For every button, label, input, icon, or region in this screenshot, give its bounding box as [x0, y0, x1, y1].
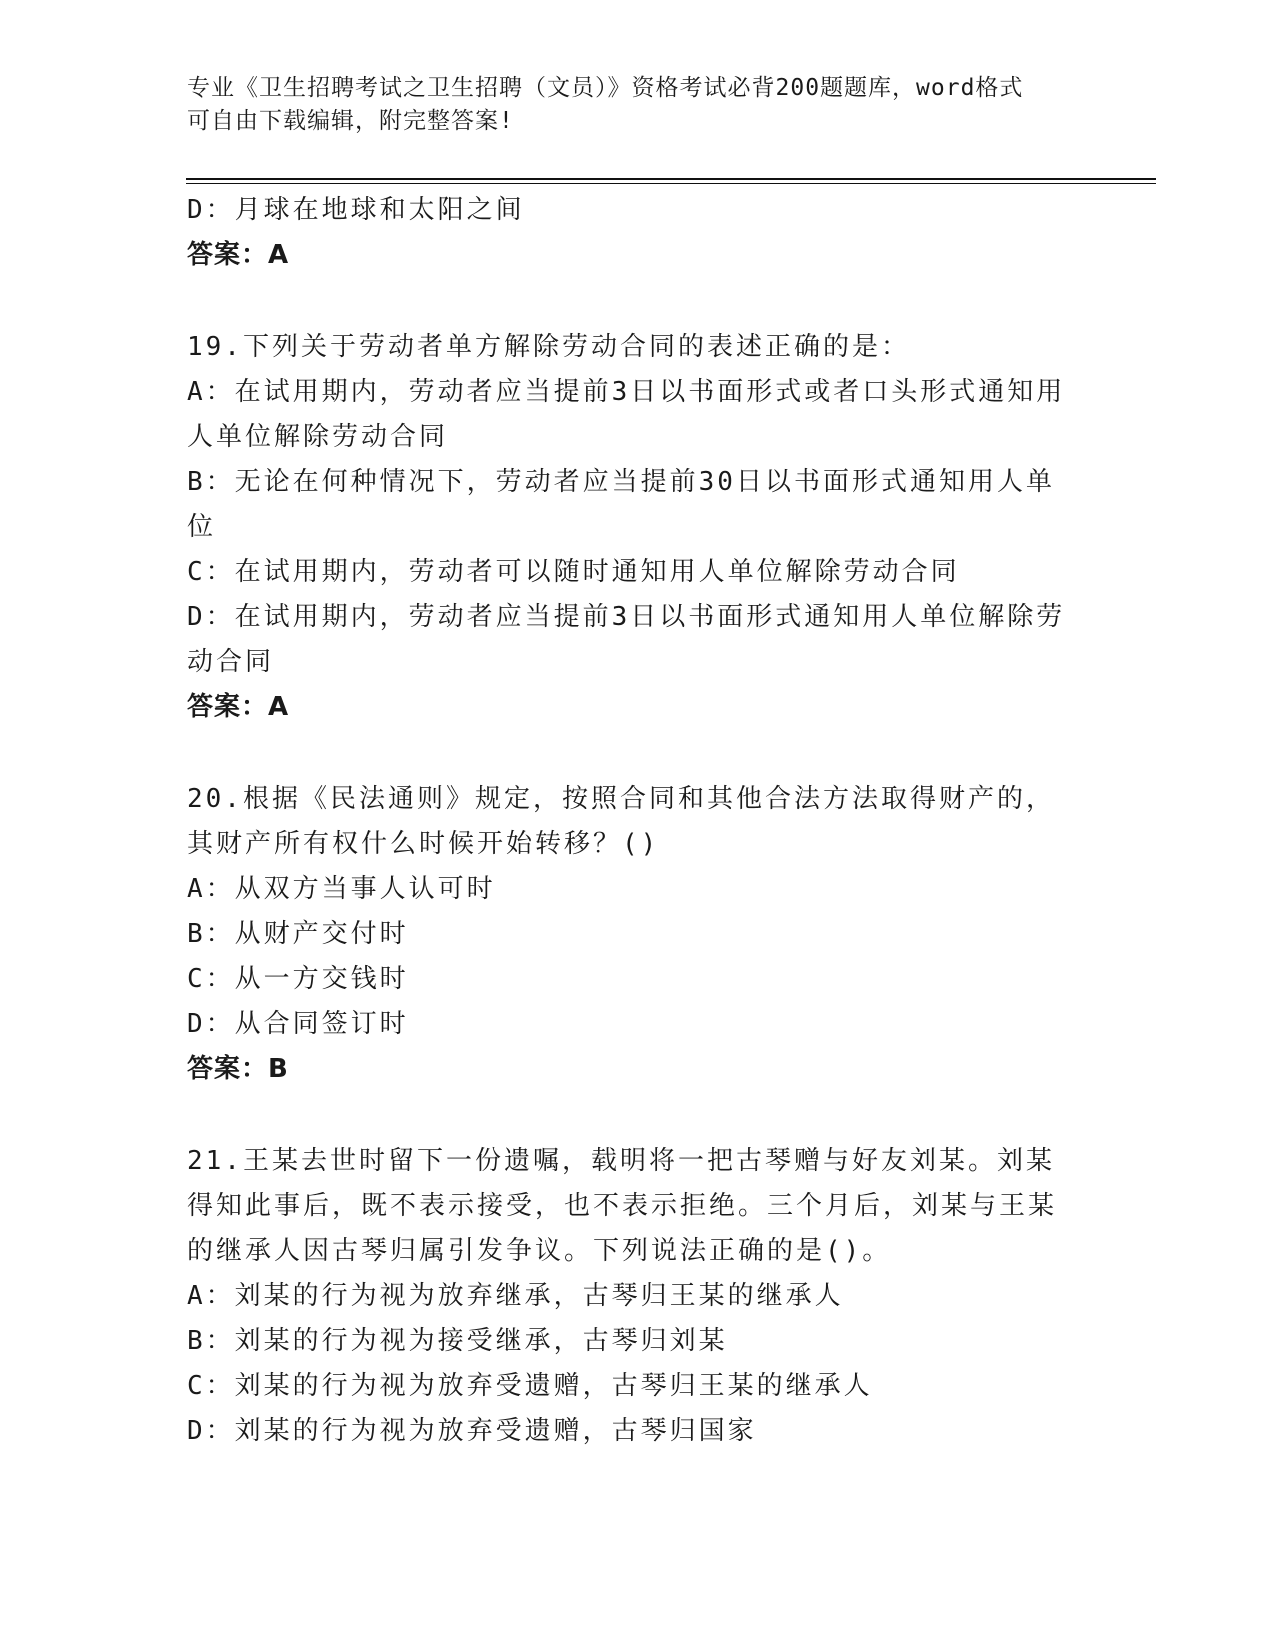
spacer [187, 278, 1067, 325]
option-d: D：月球在地球和太阳之间 [187, 195, 525, 225]
option-c: C：刘某的行为视为放弃受遗赠，古琴归王某的继承人 [187, 1371, 873, 1401]
question-21 [187, 1139, 1067, 1454]
option-a: A：在试用期内，劳动者应当提前3日以书面形式或者口头形式通知用人单位解除劳动合同 [187, 377, 1066, 452]
answer-label: 答案：B [187, 1054, 289, 1084]
answer-label: 答案：A [187, 692, 290, 722]
spacer [187, 1092, 1067, 1139]
question-stem: 19.下列关于劳动者单方解除劳动合同的表述正确的是： [187, 332, 910, 362]
question-18-tail [187, 188, 1067, 278]
header-divider-thin [186, 183, 1156, 184]
question-stem: 20.根据《民法通则》规定，按照合同和其他合法方法取得财产的，其财产所有权什么时候开始转移？() [187, 784, 1055, 859]
question-19 [187, 325, 1067, 730]
question-list [187, 188, 1067, 1454]
header-divider-thick [186, 178, 1156, 180]
option-b: B：从财产交付时 [187, 919, 409, 949]
option-a: A：刘某的行为视为放弃继承，古琴归王某的继承人 [187, 1281, 844, 1311]
header-title-line-1: 专业《卫生招聘考试之卫生招聘（文员）》资格考试必背200题题库，word格式 [187, 75, 1024, 101]
document-header [187, 72, 1067, 138]
option-d: D：刘某的行为视为放弃受遗赠，古琴归国家 [187, 1416, 757, 1446]
header-title-line-2: 可自由下载编辑，附完整答案! [187, 108, 514, 134]
option-c: C：在试用期内，劳动者可以随时通知用人单位解除劳动合同 [187, 557, 960, 587]
answer-label: 答案：A [187, 240, 290, 270]
question-stem: 21.王某去世时留下一份遗嘱，载明将一把古琴赠与好友刘某。刘某得知此事后，既不表示接受，也不表示拒绝。三个月后，刘某与王某的继承人因古琴归属引发争议。下列说法正确的是()。 [187, 1146, 1058, 1266]
option-d: D：从合同签订时 [187, 1009, 409, 1039]
option-b: B：无论在何种情况下，劳动者应当提前30日以书面形式通知用人单位 [187, 467, 1055, 542]
option-d: D：在试用期内，劳动者应当提前3日以书面形式通知用人单位解除劳动合同 [187, 602, 1066, 677]
option-b: B：刘某的行为视为接受继承，古琴归刘某 [187, 1326, 728, 1356]
option-c: C：从一方交钱时 [187, 964, 409, 994]
spacer [187, 730, 1067, 777]
question-20 [187, 777, 1067, 1092]
option-a: A：从双方当事人认可时 [187, 874, 496, 904]
